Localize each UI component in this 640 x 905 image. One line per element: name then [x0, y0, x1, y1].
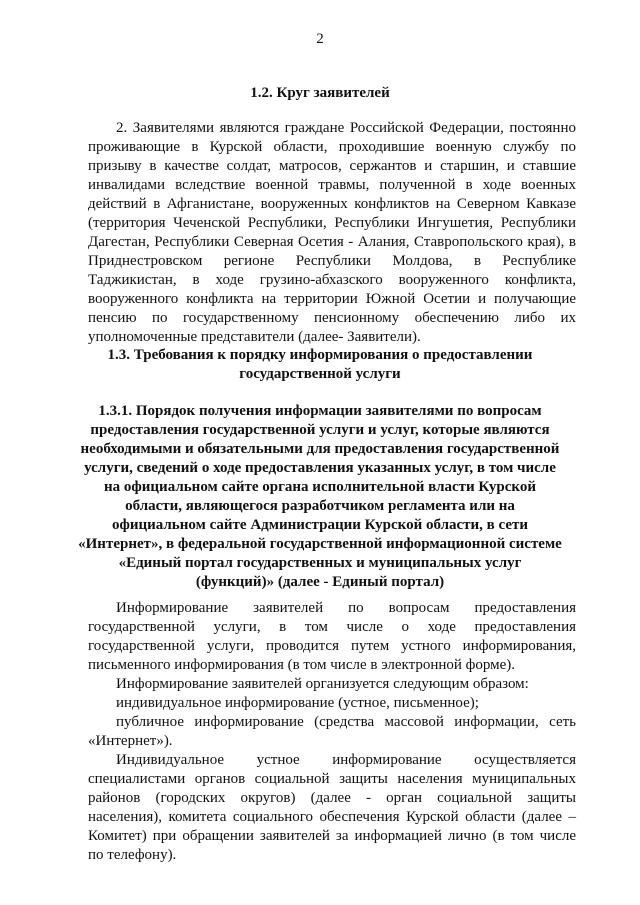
text-line: специалистами органов социальной защиты населения муниципальных	[88, 771, 576, 787]
section-heading-1-3: 1.3. Требования к порядку информирования о предоставлении	[107, 347, 533, 363]
text-line: призыву в качестве солдат, матросов, сержантов и старшин, и ставшие	[88, 158, 576, 174]
section-heading-1-3-1: области, являющегося разработчиком регламента или на	[125, 498, 515, 514]
text-line: публичное информирование (средства массовой информации, сеть	[116, 714, 576, 730]
section-heading-1-3-1: необходимыми и обязательными для предоставления государственной	[80, 441, 560, 457]
text-line: (территория Чеченской Республики, Республики Ингушетия, Республики	[88, 215, 576, 231]
section-heading-1-3-1: (функций)» (далее - Единый портал)	[195, 574, 445, 590]
section-heading-1-3-1: услуги, сведений о ходе предоставления указанных услуг, в том числе	[84, 460, 556, 476]
text-line: Информирование заявителей организуется следующим образом:	[116, 676, 529, 692]
text-line: Комитет) при обращении заявителей за информацией лично (в том числе	[88, 828, 576, 844]
page-number: 2	[316, 31, 324, 47]
text-line: Дагестан, Республики Северная Осетия - Алания, Ставропольского края), в	[88, 234, 576, 250]
text-line: вооруженного конфликта на территории Южной Осетии и получающие	[88, 291, 576, 307]
text-line: 2. Заявителями являются граждане Российской Федерации, постоянно	[116, 120, 576, 136]
text-line: инвалидами вследствие военной травмы, полученной в ходе военных	[88, 177, 576, 193]
text-line: государственной услуги, проводится путем устного информирования,	[88, 638, 576, 654]
section-heading-1-2: 1.2. Круг заявителей	[250, 85, 390, 101]
text-line: районов (городских округов) (далее - орган социальной защиты	[88, 790, 576, 806]
text-line: Информирование заявителей по вопросам предоставления	[116, 600, 576, 616]
section-heading-1-3-1: «Интернет», в федеральной государственной информационной системе	[78, 536, 562, 552]
text-line: пенсию по государственному пенсионному обеспечению либо их	[88, 310, 576, 326]
text-line: по телефону).	[88, 847, 177, 863]
text-line: «Интернет»).	[88, 733, 173, 749]
section-heading-1-3: государственной услуги	[239, 366, 401, 382]
text-line: индивидуальное информирование (устное, письменное);	[116, 695, 479, 711]
text-line: Индивидуальное устное информирование осуществляется	[116, 752, 576, 768]
section-heading-1-3-1: «Единый портал государственных и муниципальных услуг	[118, 555, 522, 571]
section-heading-1-3-1: предоставления государственной услуги и услуг, которые являются	[90, 422, 550, 438]
section-heading-1-3-1: 1.3.1. Порядок получения информации заявителями по вопросам	[98, 403, 542, 419]
text-line: населения), комитета социального обеспечения Курской области (далее –	[88, 809, 576, 825]
text-line: Таджикистан, в ходе грузино-абхазского вооруженного конфликта,	[88, 272, 576, 288]
text-line: Приднестровском регионе Республики Молдова, в Республике	[88, 253, 576, 269]
section-heading-1-3-1: официальном сайте Администрации Курской области, в сети	[111, 517, 529, 533]
text-line: уполномоченные представители (далее- Заявители).	[88, 329, 421, 345]
text-line: государственной услуги, в том числе о ходе предоставления	[88, 619, 576, 635]
section-heading-1-3-1: на официальном сайте органа исполнительной власти Курской	[104, 479, 536, 495]
text-line: действий в Афганистане, вооруженных конфликтов на Северном Кавказе	[88, 196, 576, 212]
text-line: письменного информирования (в том числе в электронной форме).	[88, 657, 516, 673]
text-line: проживающие в Курской области, проходившие военную службу по	[88, 139, 576, 155]
